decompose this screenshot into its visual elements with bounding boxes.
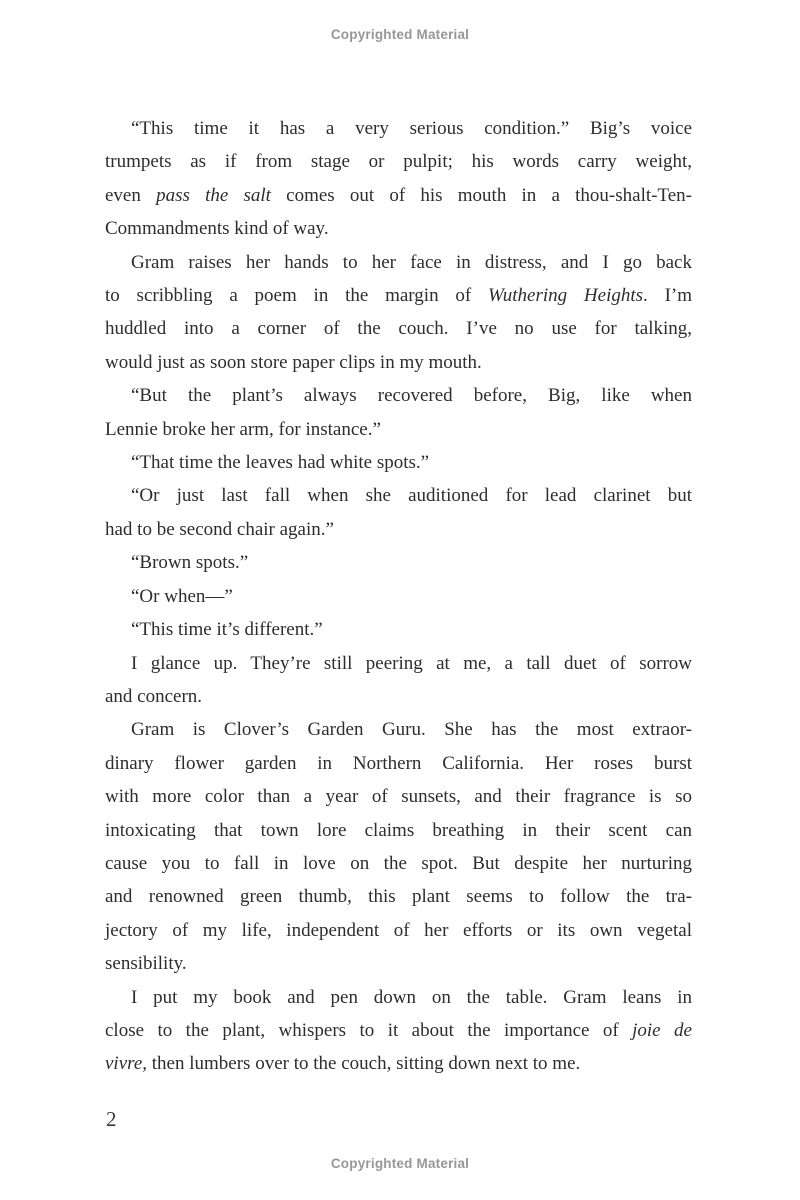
text-line bbox=[105, 1047, 692, 1080]
text-line bbox=[105, 680, 692, 713]
text-run: . I’m bbox=[643, 285, 692, 307]
text-line bbox=[105, 379, 692, 412]
text-run: had to be second chair again.” bbox=[105, 518, 334, 540]
text-run: “But the plant’s always recovered before, Big, like when bbox=[131, 385, 692, 407]
text-run: trumpets as if from stage or pulpit; his words carry weight, bbox=[105, 151, 692, 173]
text-run: “Or when—” bbox=[131, 585, 233, 607]
text-line bbox=[105, 847, 692, 880]
text-run: to scribbling a poem in the margin of bbox=[105, 285, 488, 307]
text-line bbox=[105, 513, 692, 546]
text-line bbox=[105, 179, 692, 212]
text-line bbox=[105, 446, 692, 479]
text-line bbox=[105, 212, 692, 245]
text-run: cause you to fall in love on the spot. But despite her nurturing bbox=[105, 852, 692, 874]
text-line bbox=[105, 546, 692, 579]
text-line bbox=[105, 580, 692, 613]
text-line bbox=[105, 145, 692, 178]
text-line bbox=[105, 780, 692, 813]
text-run: Commandments kind of way. bbox=[105, 218, 329, 240]
text-run: jectory of my life, independent of her efforts or its own vegetal bbox=[105, 919, 692, 941]
copyright-notice-bottom: Copyrighted Material bbox=[330, 1156, 470, 1171]
text-run: would just as soon store paper clips in my mouth. bbox=[105, 351, 482, 373]
text-run: Gram raises her hands to her face in distress, and I go back bbox=[131, 251, 692, 273]
text-run: dinary flower garden in Northern California. Her roses burst bbox=[105, 752, 692, 774]
text-line bbox=[105, 914, 692, 947]
text-line bbox=[105, 346, 692, 379]
text-run: sensibility. bbox=[105, 953, 187, 975]
text-run: huddled into a corner of the couch. I’ve no use for talking, bbox=[105, 318, 692, 340]
text-line bbox=[105, 713, 692, 746]
text-run: close to the plant, whispers to it about the importance of bbox=[105, 1019, 633, 1041]
text-line bbox=[105, 981, 692, 1014]
text-line bbox=[105, 647, 692, 680]
copyright-notice-top: Copyrighted Material bbox=[330, 27, 470, 42]
text-run: “That time the leaves had white spots.” bbox=[131, 452, 430, 474]
text-line bbox=[105, 880, 692, 913]
text-line bbox=[105, 312, 692, 345]
body-text bbox=[105, 112, 692, 1081]
text-run: and renowned green thumb, this plant seems to follow the tra- bbox=[105, 886, 692, 908]
text-run: and concern. bbox=[105, 685, 203, 707]
text-run: Lennie broke her arm, for instance.” bbox=[105, 418, 381, 440]
text-line bbox=[105, 947, 692, 980]
text-line bbox=[105, 279, 692, 312]
text-run: Gram is Clover’s Garden Guru. She has the most extraor- bbox=[131, 719, 692, 741]
text-run: “Brown spots.” bbox=[131, 552, 249, 574]
text-line bbox=[105, 747, 692, 780]
text-run: with more color than a year of sunsets, and their fragrance is so bbox=[105, 786, 692, 808]
text-run: “Or just last fall when she auditioned for lead clarinet but bbox=[131, 485, 692, 507]
text-line bbox=[105, 814, 692, 847]
text-line bbox=[105, 613, 692, 646]
page-number: 2 bbox=[106, 1107, 117, 1131]
text-run: then lumbers over to the couch, sitting down next to me. bbox=[147, 1053, 581, 1075]
text-line bbox=[105, 413, 692, 446]
text-run: “This time it’s different.” bbox=[131, 619, 323, 641]
text-run: I put my book and pen down on the table. Gram leans in bbox=[131, 986, 692, 1008]
text-line bbox=[105, 1014, 692, 1047]
italic-text-run: vivre, bbox=[105, 1053, 148, 1075]
text-line bbox=[105, 246, 692, 279]
text-run: even bbox=[105, 184, 157, 206]
italic-text-run: Wuthering Heights bbox=[487, 285, 644, 307]
text-run: “This time it has a very serious condition.” Big’s voice bbox=[131, 118, 692, 139]
text-line bbox=[105, 479, 692, 512]
italic-text-run: joie de bbox=[632, 1019, 692, 1041]
italic-text-run: pass the salt bbox=[156, 184, 271, 206]
text-line bbox=[105, 112, 692, 145]
text-run: intoxicating that town lore claims breathing in their scent can bbox=[105, 819, 692, 841]
text-run: comes out of his mouth in a thou-shalt-Ten- bbox=[270, 184, 692, 206]
text-run: I glance up. They’re still peering at me, a tall duet of sorrow bbox=[131, 652, 692, 674]
